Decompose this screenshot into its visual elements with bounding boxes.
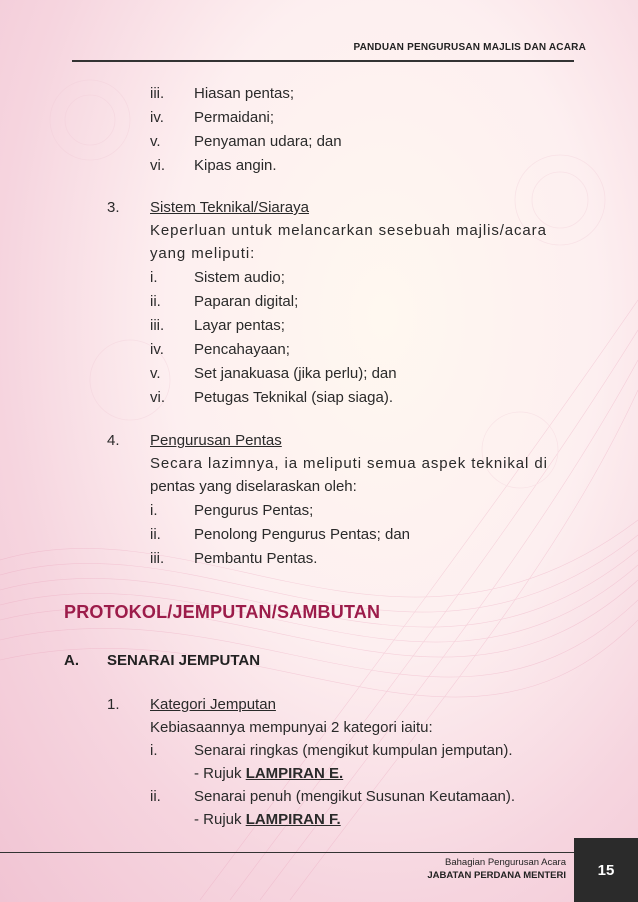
section-title: Sistem Teknikal/Siaraya [150, 199, 309, 216]
list-item-text: Pencahayaan; [194, 341, 290, 358]
list-item-text: Permaidani; [194, 109, 275, 126]
subsection-letter: A. [64, 652, 79, 669]
lampiran-e-link[interactable]: LAMPIRAN E. [245, 765, 344, 782]
list-item-text: Senarai ringkas (mengikut kumpulan jemputan). [194, 742, 513, 759]
reference-line [194, 765, 343, 783]
section-title: Pengurusan Pentas [150, 432, 282, 449]
list-item-text: Pengurus Pentas; [194, 502, 314, 519]
lampiran-f-link[interactable]: LAMPIRAN F. [245, 811, 341, 828]
section-description: pentas yang diselaraskan oleh: [150, 478, 357, 495]
reference-prefix: - Rujuk [194, 765, 246, 782]
list-item-text: Layar pentas; [194, 317, 285, 334]
list-item-text: Senarai penuh (mengikut Susunan Keutamaan). [194, 788, 516, 805]
list-item-text: Pembantu Pentas. [194, 550, 318, 567]
header-divider [72, 60, 574, 62]
list-item-num: v. [150, 365, 161, 382]
list-item-text: Set janakuasa (jika perlu); dan [194, 365, 397, 382]
list-item-num: vi. [150, 157, 165, 174]
list-item-text: Paparan digital; [194, 293, 299, 310]
section-description: Keperluan untuk melancarkan sesebuah majlis/acara [150, 222, 547, 239]
list-item-text: Penolong Pengurus Pentas; dan [194, 526, 410, 543]
list-item-text: Sistem audio; [194, 269, 285, 286]
footer-organization: JABATAN PERDANA MENTERI [427, 870, 566, 881]
page-number-box [574, 838, 638, 902]
list-item-text: Penyaman udara; dan [194, 133, 342, 150]
header-title: PANDUAN PENGURUSAN MAJLIS DAN ACARA [353, 42, 586, 53]
list-item-text: Kipas angin. [194, 157, 277, 174]
page-number: 15 [597, 861, 615, 879]
list-item-num: iii. [150, 550, 165, 567]
list-item-num: v. [150, 133, 161, 150]
section-description: Kebiasaannya mempunyai 2 kategori iaitu: [150, 719, 433, 736]
section-title: Kategori Jemputan [150, 696, 276, 713]
list-item-num: i. [150, 269, 158, 286]
footer-divider [0, 852, 574, 853]
list-item-num: iii. [150, 85, 165, 102]
section-number: 1. [107, 696, 120, 713]
list-item-num: i. [150, 502, 158, 519]
list-item-text: Petugas Teknikal (siap siaga). [194, 389, 393, 406]
reference-prefix: - Rujuk [194, 811, 246, 828]
subsection-title: SENARAI JEMPUTAN [107, 652, 261, 669]
list-item-num: iii. [150, 317, 165, 334]
list-item-num: iv. [150, 341, 164, 358]
section-number: 3. [107, 199, 120, 216]
list-item-num: i. [150, 742, 158, 759]
list-item-text: Hiasan pentas; [194, 85, 295, 102]
main-heading: PROTOKOL/JEMPUTAN/SAMBUTAN [64, 602, 381, 622]
footer-text [427, 856, 566, 882]
list-item-num: ii. [150, 293, 161, 310]
list-item-num: vi. [150, 389, 165, 406]
section-description: Secara lazimnya, ia meliputi semua aspek teknikal di [150, 455, 548, 472]
footer-department: Bahagian Pengurusan Acara [445, 857, 566, 868]
section-description: yang meliputi: [150, 245, 256, 262]
list-item-num: iv. [150, 109, 164, 126]
list-item-num: ii. [150, 526, 161, 543]
section-number: 4. [107, 432, 120, 449]
reference-line [194, 811, 341, 829]
list-item-num: ii. [150, 788, 161, 805]
